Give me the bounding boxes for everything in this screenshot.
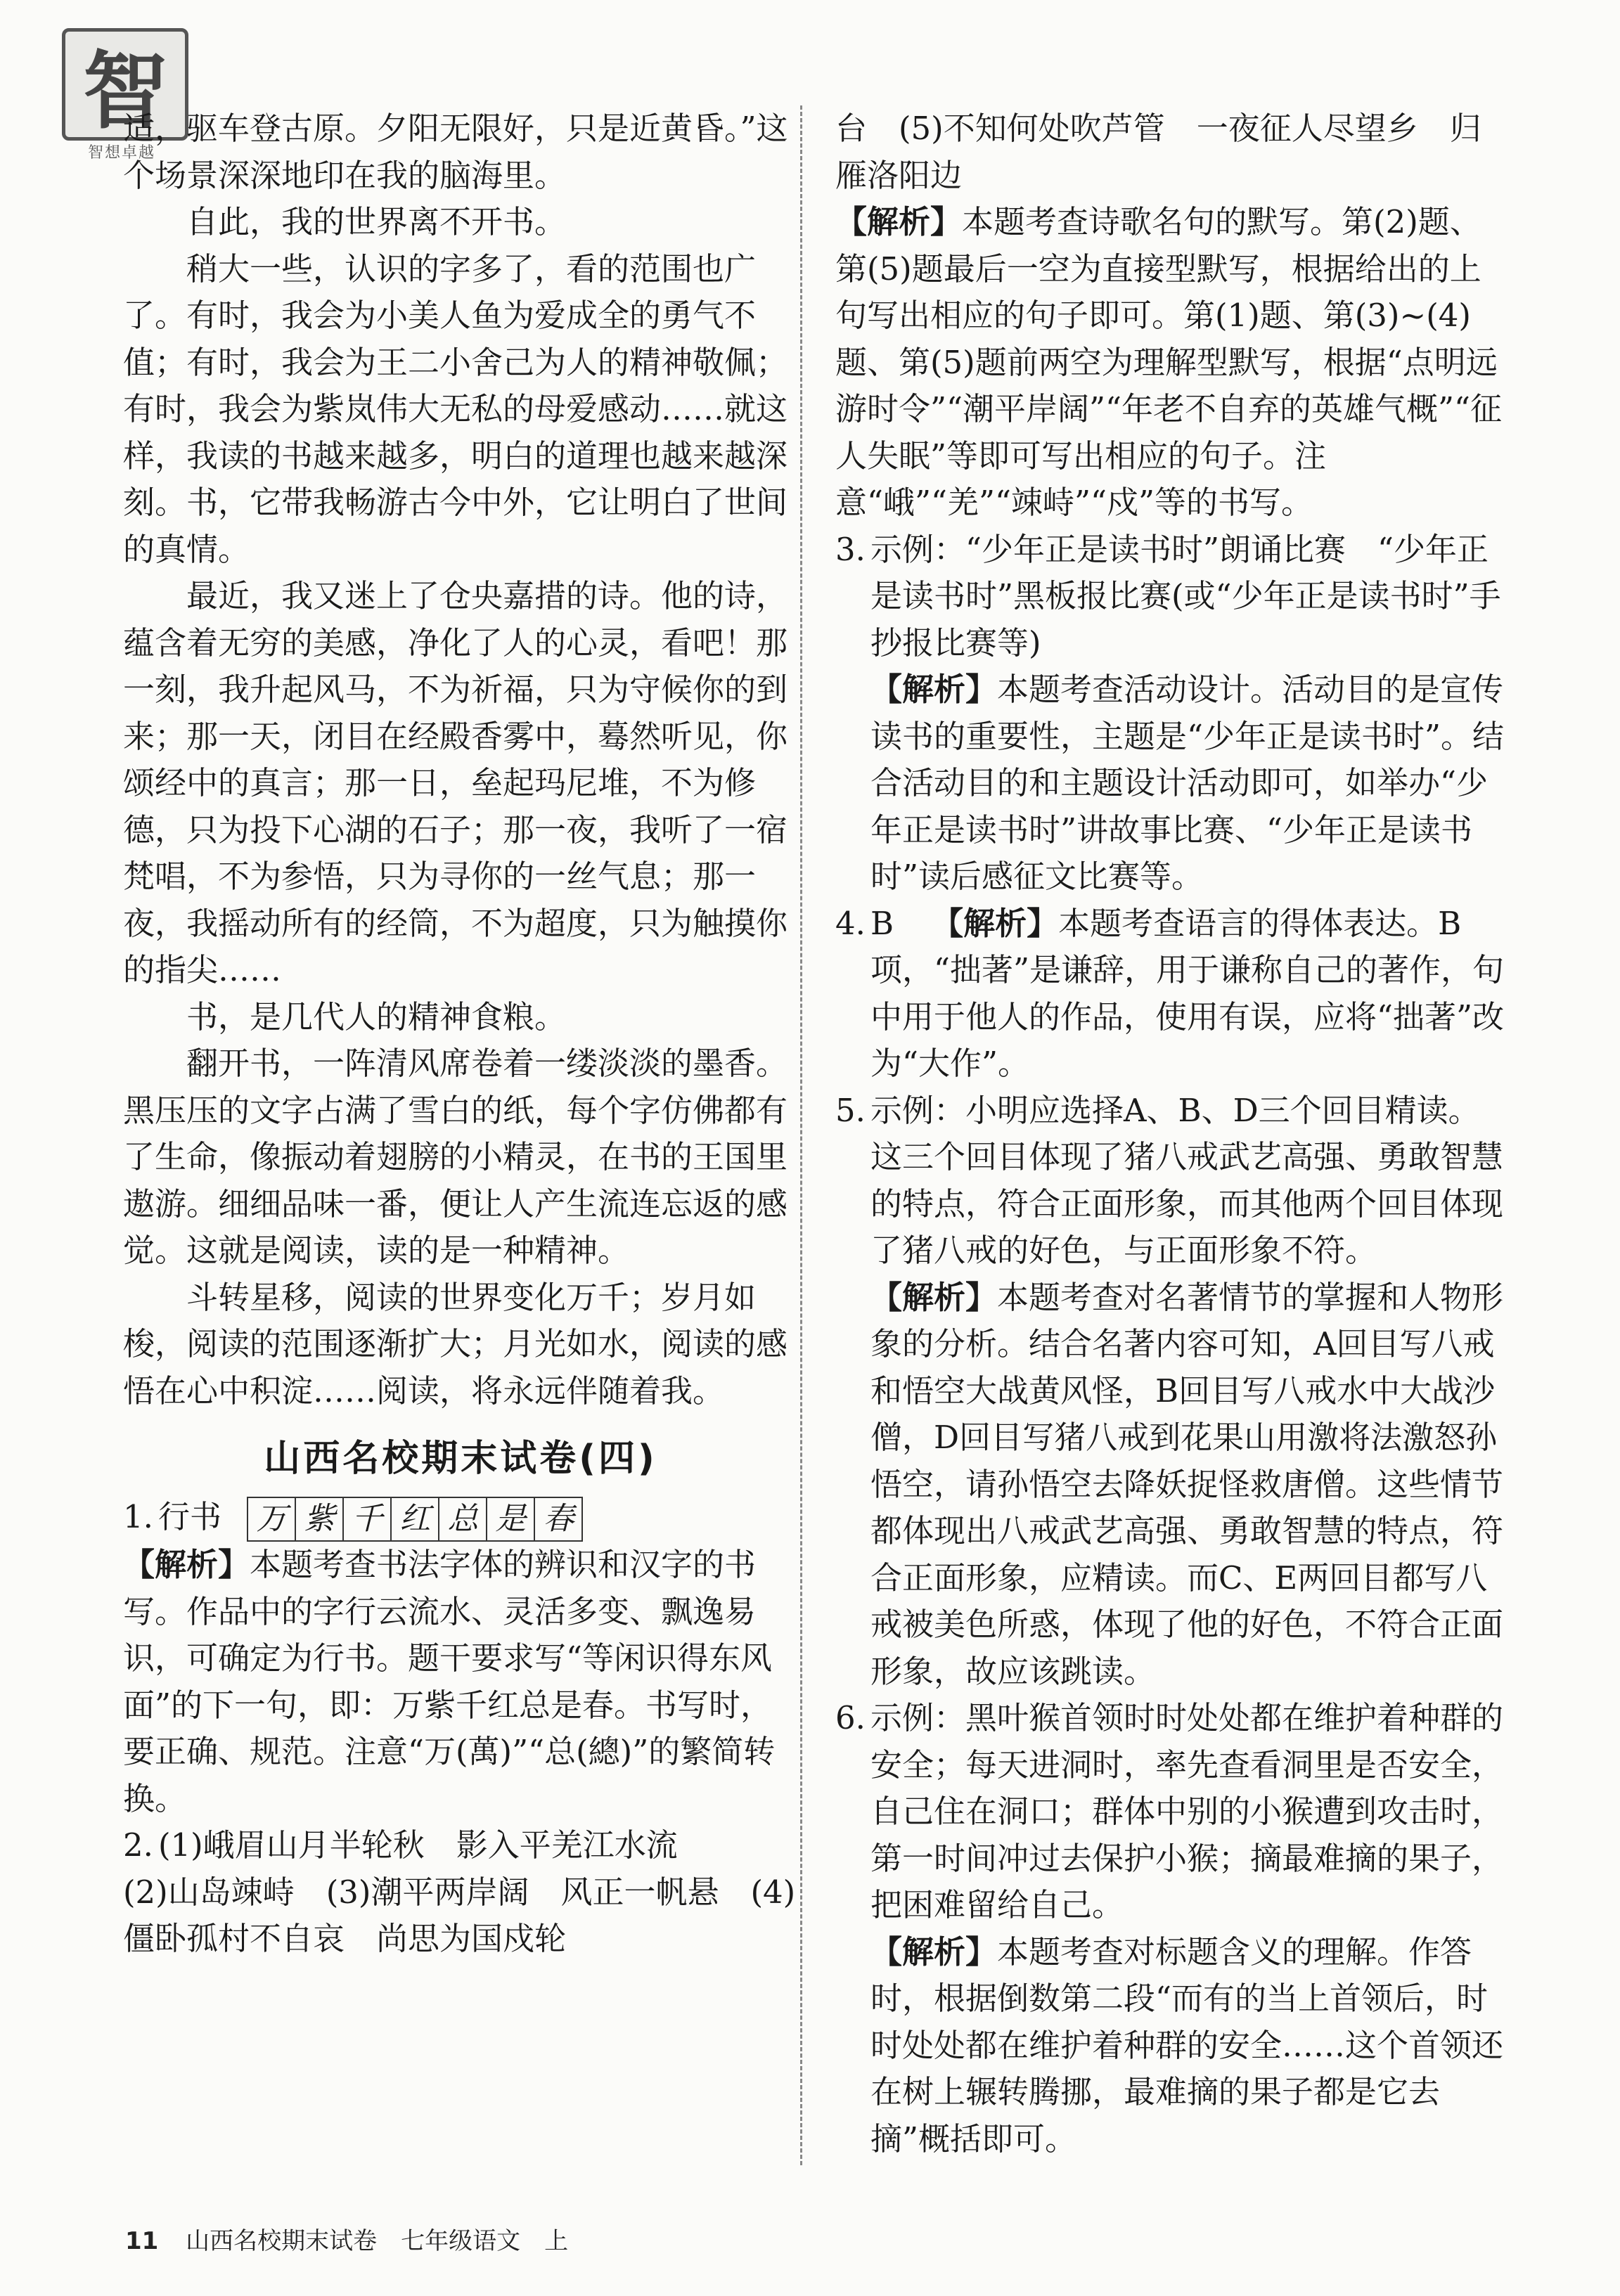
item-number: 1. <box>123 1497 153 1535</box>
analysis-label: 【解析】 <box>870 1278 998 1316</box>
answer-item-1 <box>123 1494 798 1542</box>
right-column <box>835 105 1510 2162</box>
page-number: 11 <box>125 2227 159 2255</box>
item-number: 4. <box>835 904 866 942</box>
answer-text: 示例：“少年正是读书时”朗诵比赛 “少年正是读书时”黑板报比赛(或“少年正是读书时”手抄报比赛等) <box>870 530 1501 662</box>
essay-paragraph: 稍大一些，认识的字多了，看的范围也广了。有时，我会为小美人鱼为爱成全的勇气不值；有时，我会为王二小舍己为人的精神敬佩；有时，我会为紫岚伟大无私的母爱感动……就这样，我读的书越来越多，明白的道理也越来越深刻。书，它带我畅游古今中外，它让明白了世间的真情。 <box>123 250 788 568</box>
answer-text: 示例：小明应选择A、B、D三个回目精读。这三个回目体现了猪八戒武艺高强、勇敢智慧的特点，符合正面形象，而其他两个回目体现了猪八戒的好色，与正面形象不符。 <box>870 1091 1504 1269</box>
item-number: 6. <box>835 1699 866 1736</box>
answer-text <box>870 901 1510 1088</box>
answer-item-6 <box>835 1695 1510 2162</box>
essay-paragraph: 适，驱车登古原。夕阳无限好，只是近黄昏。”这个场景深深地印在我的脑海里。 <box>123 110 788 194</box>
section-title: 山西名校期末试卷(四) <box>264 1438 657 1480</box>
analysis-text: 本题考查对名著情节的掌握和人物形象的分析。结合名著内容可知，A回目写八戒和悟空大战黄风怪，B回目写八戒水中大战沙僧，D回目写猪八戒到花果山用激将法激怒孙悟空，请孙悟空去降妖捉怪救唐僧。这些情节都体现出八戒武艺高强、勇敢智慧的特点，符合正面形象，应精读。而C、E两回目都写八戒被美色所惑，体现了他的好色，不符合正面形象，故应该跳读。 <box>870 1278 1504 1690</box>
analysis <box>835 199 1510 527</box>
answer-text: 示例：黑叶猴首领时时处处都在维护着种群的安全；每天进洞时，率先查看洞里是否安全，自己住在洞口；群体中别的小猴遭到攻击时，第一时间冲过去保护小猴；摘最难摘的果子，把困难留给自己。 <box>870 1699 1504 1923</box>
footer-title: 山西名校期末试卷 七年级语文 上 <box>186 2227 569 2255</box>
page-footer <box>125 2221 568 2256</box>
analysis-label: 【解析】 <box>835 203 963 240</box>
analysis-label: 【解析】 <box>870 1933 998 1971</box>
answer-text: (2)山岛竦峙 (3)潮平两岸阔 风正一帆悬 (4)僵卧孤村不自哀 尚思为国戍轮 <box>123 1873 796 1957</box>
logo-icon: 智 <box>62 28 188 141</box>
answer-text: (1)峨眉山月半轮秋 影入平羌江水流 <box>158 1826 678 1864</box>
analysis-label: 【解析】 <box>123 1546 250 1583</box>
writing-grid <box>248 1497 583 1542</box>
analysis-label: 【解析】 <box>932 904 1059 942</box>
answer-text: 台 (5)不知何处吹芦管 一夜征人尽望乡 归雁洛阳边 <box>835 110 1481 194</box>
item-number: 2. <box>123 1826 153 1864</box>
analysis <box>870 666 1510 901</box>
grid-cell: 总 <box>438 1497 487 1542</box>
grid-cell: 是 <box>486 1497 535 1542</box>
answer-item-4 <box>835 901 1510 1088</box>
column-divider <box>800 105 802 2165</box>
grid-cell: 红 <box>390 1497 439 1542</box>
left-column <box>123 105 798 1963</box>
essay-paragraph: 书，是几代人的精神食粮。 <box>186 998 567 1036</box>
grid-cell: 万 <box>247 1497 296 1542</box>
answer-item-5 <box>835 1088 1510 1696</box>
analysis <box>123 1542 798 1822</box>
item-number: 5. <box>835 1091 866 1129</box>
essay-paragraph: 翻开书，一阵清风席卷着一缕淡淡的墨香。黑压压的文字占满了雪白的纸，每个字仿佛都有了生命，像振动着翅膀的小精灵，在书的王国里遨游。细细品味一番，便让人产生流连忘返的感觉。这就是阅读，读的是一种精神。 <box>123 1045 788 1269</box>
essay-paragraph: 最近，我又迷上了仓央嘉措的诗。他的诗，蕴含着无穷的美感，净化了人的心灵，看吧！那一刻，我升起风马，不为祈福，只为守候你的到来；那一天，闭目在经殿香雾中，蓦然听见，你颂经中的真言；那一日，垒起玛尼堆，不为修德，只为投下心湖的石子；那一夜，我听了一宿梵唱，不为参悟，只为寻你的一丝气息；那一夜，我摇动所有的经筒，不为超度，只为触摸你的指尖…… <box>123 577 788 988</box>
analysis-text: 本题考查对标题含义的理解。作答时，根据倒数第二段“而有的当上首领后，时时处处都在维护着种群的安全……这个首领还在树上辗转腾挪，最难摘的果子都是它去摘”概括即可。 <box>870 1933 1504 2158</box>
answer-choice: B <box>870 904 894 942</box>
answer-item-3 <box>835 527 1510 901</box>
analysis-label: 【解析】 <box>870 671 998 708</box>
answer-text: 行书 <box>158 1497 222 1535</box>
analysis <box>870 1275 1510 1696</box>
essay-paragraph: 自此，我的世界离不开书。 <box>186 203 567 240</box>
analysis <box>870 1929 1510 2163</box>
grid-cell: 紫 <box>295 1497 344 1542</box>
analysis-text: 本题考查诗歌名句的默写。第(2)题、第(5)题最后一空为直接型默写，根据给出的上句写出相应的句子即可。第(1)题、第(3)~(4)题、第(5)题前两空为理解型默写，根据“点明远游时令”“潮平岸阔”“年老不自弃的英雄气概”“征人失眠”等即可写出相应的句子。注意“峨”“羌”“竦峙”“戍”等的书写。 <box>835 203 1503 521</box>
analysis-text: 本题考查书法字体的辨识和汉字的书写。作品中的字行云流水、灵活多变、飘逸易识，可确定为行书。题干要求写“等闲识得东风面”的下一句，即：万紫千红总是春。书写时，要正确、规范。注意“万(萬)”“总(總)”的繁简转换。 <box>123 1546 776 1817</box>
analysis-text: 本题考查语言的得体表达。B项，“拙著”是谦辞，用于谦称自己的著作，句中用于他人的作品，使用有误，应将“拙著”改为“大作”。 <box>870 904 1505 1082</box>
logo-caption: 智想卓越 <box>87 144 155 162</box>
item-number: 3. <box>835 530 866 568</box>
grid-cell: 千 <box>342 1497 392 1542</box>
analysis-text: 本题考查活动设计。活动目的是宣传读书的重要性，主题是“少年正是读书时”。结合活动目的和主题设计活动即可，如举办“少年正是读书时”讲故事比赛、“少年正是读书时”读后感征文比赛等。 <box>870 671 1505 895</box>
essay-paragraph: 斗转星移，阅读的世界变化万千；岁月如梭，阅读的范围逐渐扩大；月光如水，阅读的感悟在心中积淀……阅读，将永远伴随着我。 <box>123 1278 788 1410</box>
answer-item-2 <box>123 1822 798 1869</box>
grid-cell: 春 <box>534 1497 583 1542</box>
